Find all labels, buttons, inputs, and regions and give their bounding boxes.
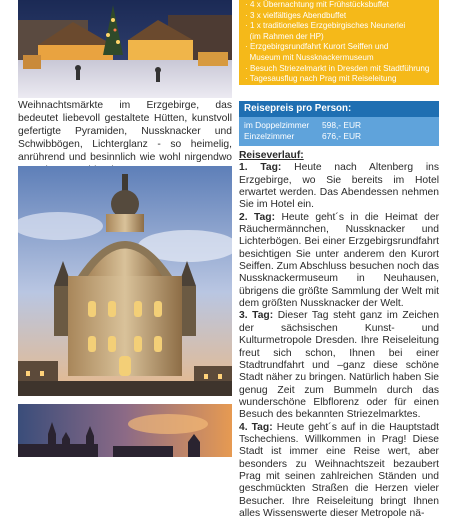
service-item: (im Rahmen der HP) xyxy=(245,31,324,41)
price-title: Reisepreis pro Person: xyxy=(239,101,439,117)
itinerary xyxy=(239,150,439,520)
prague-photo xyxy=(18,404,232,457)
service-item: · 1 x traditionelles Erzgebirgisches Neunerlei xyxy=(245,21,406,31)
itinerary-heading: Reiseverlauf: xyxy=(239,150,304,161)
christmas-market-photo xyxy=(18,0,232,98)
services-box xyxy=(239,0,439,85)
day-text: Heute nach Altenberg ins Erzgebirge, wo Sie bereits im Hotel erwartet werden. Das Abendessen nehmen Sie im Hotel ein. xyxy=(239,162,440,211)
itinerary-day xyxy=(239,162,439,211)
intro-text: Weihnachtsmärkte im Erzgebirge, das bedeutet liebevoll gestaltete Hütten, kunstvoll gefertigte Pyramiden, Nussknacker und Schwibbögen, Lichterglanz - so heimelig, anrührend und besinnlich wie wohl nirgendwo xyxy=(18,100,232,163)
service-item: · Erzgebirgsrundfahrt Kurort Seiffen und xyxy=(245,42,389,52)
itinerary-day xyxy=(239,422,439,520)
day-text: Dieser Tag steht ganz im Zeichen der sächsischen Kunst- und Kulturmetropole Dresden. Ihre Reiseleitung freut sich schon, Ihnen bei einer Stadtrundfahrt und –ganz diese schöne Stadt näher zu bringen. Natürlich haben Sie genug Zeit zum Bummeln durch das wunderschöne Elbflorenz oder für einen Besuch des bekannten Striezelmarktes. xyxy=(239,310,440,421)
day-label: 3. Tag: xyxy=(239,310,274,322)
price-value: 676,- EUR xyxy=(322,130,362,141)
price-row xyxy=(244,131,434,142)
service-item: · Besuch Striezelmarkt in Dresden mit Stadtführung xyxy=(245,63,430,73)
day-text: Heute geht´s auf in die Hauptstadt Tschechiens. Willkommen in Prag! Diese Stadt ist immer eine Reise wert, aber besonders zu Weihnachtszeit bezaubert Prag mit seinen zahlreichen Ständen und geschmückten Straßen die Herzen vieler Besucher. Ihre Reiseleitung bringt Ihnen alles Wissenswerte dieser Metropole nä- xyxy=(239,421,439,519)
service-item: · 3 x vielfältiges Abendbuffet xyxy=(245,10,347,20)
day-text: Heute geht´s in die Heimat der Räuchermännchen, Nussknacker und Lichterbögen. Bei einer Erzgebirgsrundfahrt besichtigen Sie unter anderem den Kurort Seiffen. Zum Abschluss besuchen noch das Nussknackermuseum in Neuhausen, übrigens die größte Sammlung der Welt mit dem größten Nussknacker der Welt. xyxy=(239,211,439,310)
price-list xyxy=(239,117,439,146)
day-label: 2. Tag: xyxy=(239,211,275,223)
service-item: · 4 x Übernachtung mit Frühstücksbuffet xyxy=(245,0,389,9)
price-label: Einzelzimmer xyxy=(244,130,295,141)
price-value: 598,- EUR xyxy=(322,120,362,130)
price-label: im Doppelzimmer xyxy=(244,120,310,130)
day-label: 1. Tag: xyxy=(239,162,282,174)
service-item: · Tagesausflug nach Prag mit Reiseleitung xyxy=(245,74,397,84)
day-label: 4. Tag: xyxy=(239,421,273,433)
service-item: Museum mit Nussknackermuseum xyxy=(245,52,374,62)
price-row xyxy=(244,120,434,131)
itinerary-day xyxy=(239,212,439,311)
frauenkirche-photo xyxy=(18,166,232,396)
itinerary-day xyxy=(239,310,439,421)
services-list xyxy=(245,0,435,85)
price-box xyxy=(239,101,439,146)
